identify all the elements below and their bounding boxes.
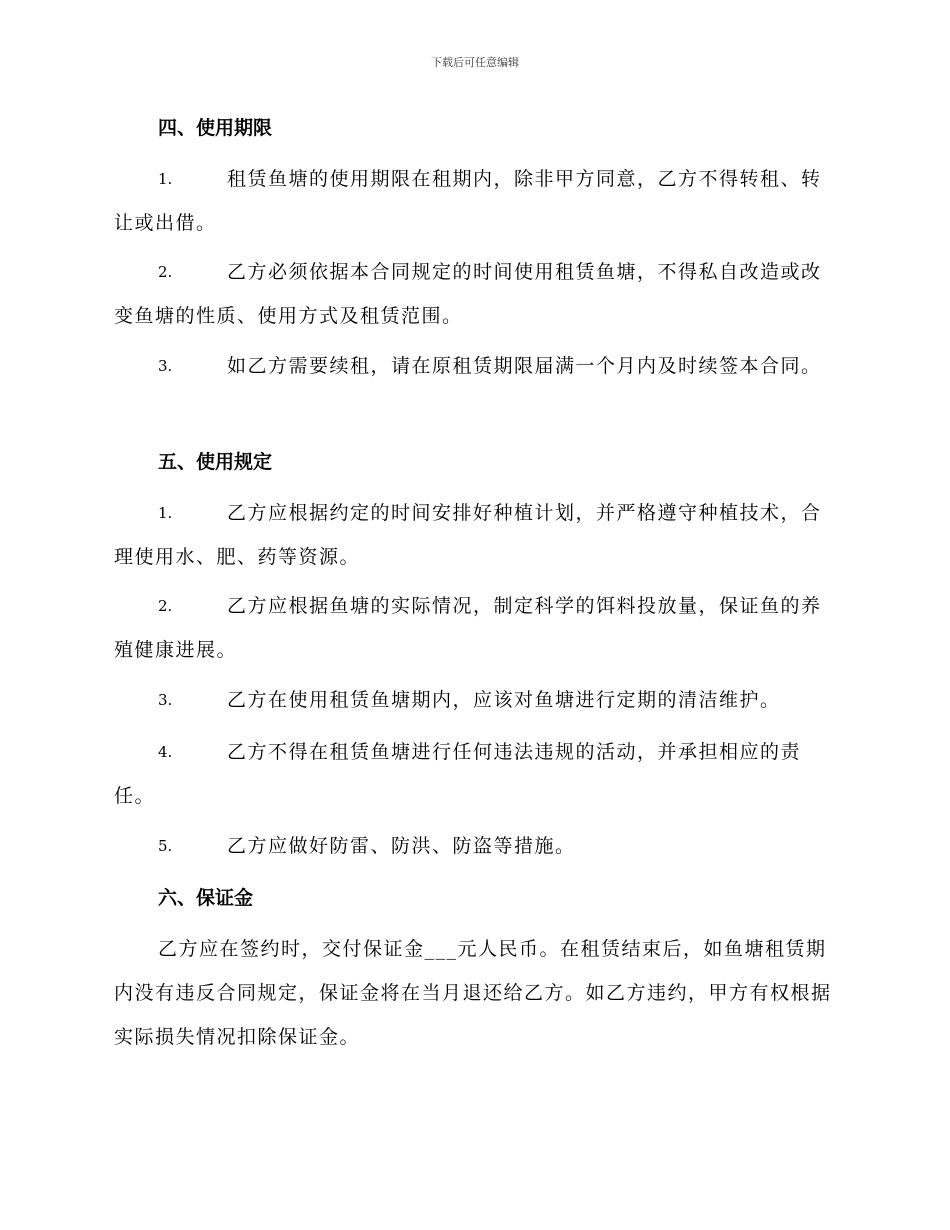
clause-number: 5.	[158, 837, 173, 855]
clause-5-1	[114, 491, 834, 579]
clause-5-2	[114, 584, 834, 672]
clause-text: 租赁鱼塘的使用期限在租期内，除非甲方同意，乙方不得转租、转让或出借。	[114, 168, 822, 234]
clause-4-1	[114, 157, 834, 245]
clause-number: 4.	[158, 743, 173, 761]
clause-4-2	[114, 250, 834, 338]
clause-5-5	[114, 824, 834, 868]
deposit-paragraph: 乙方应在签约时，交付保证金___元人民币。在租赁结束后，如鱼塘租赁期内没有违反合同规定，保证金将在当月退还给乙方。如乙方违约，甲方有权根据实际损失情况扣除保证金。	[114, 938, 832, 1048]
clause-text: 乙方应根据鱼塘的实际情况，制定科学的饵料投放量，保证鱼的养殖健康进展。	[114, 595, 822, 661]
clause-5-3	[114, 678, 834, 722]
clause-text: 乙方应根据约定的时间安排好种植计划，并严格遵守种植技术，合理使用水、肥、药等资源。	[114, 502, 822, 568]
clause-5-4	[114, 730, 834, 818]
section-heading-usage-period: 四、使用期限	[158, 117, 273, 139]
clause-4-3	[114, 344, 834, 388]
clause-number: 3.	[158, 357, 173, 375]
clause-number: 2.	[158, 597, 173, 615]
clause-text: 乙方在使用租赁鱼塘期内，应该对鱼塘进行定期的清洁维护。	[227, 689, 781, 711]
clause-number: 1.	[158, 504, 173, 522]
clause-text: 乙方必须依据本合同规定的时间使用租赁鱼塘，不得私自改造或改变鱼塘的性质、使用方式及租赁范围。	[114, 261, 822, 327]
clause-number: 3.	[158, 691, 173, 709]
page-header: 下载后可任意编辑	[431, 56, 519, 69]
clause-text: 乙方不得在租赁鱼塘进行任何违法违规的活动，并承担相应的责任。	[114, 741, 802, 807]
section-heading-usage-rules: 五、使用规定	[158, 451, 273, 473]
clause-number: 2.	[158, 263, 173, 281]
section-heading-deposit: 六、保证金	[158, 887, 254, 909]
clause-number: 1.	[158, 170, 173, 188]
clause-text: 如乙方需要续租，请在原租赁期限届满一个月内及时续签本合同。	[227, 355, 822, 377]
clause-text: 乙方应做好防雷、防洪、防盗等措施。	[227, 835, 576, 857]
